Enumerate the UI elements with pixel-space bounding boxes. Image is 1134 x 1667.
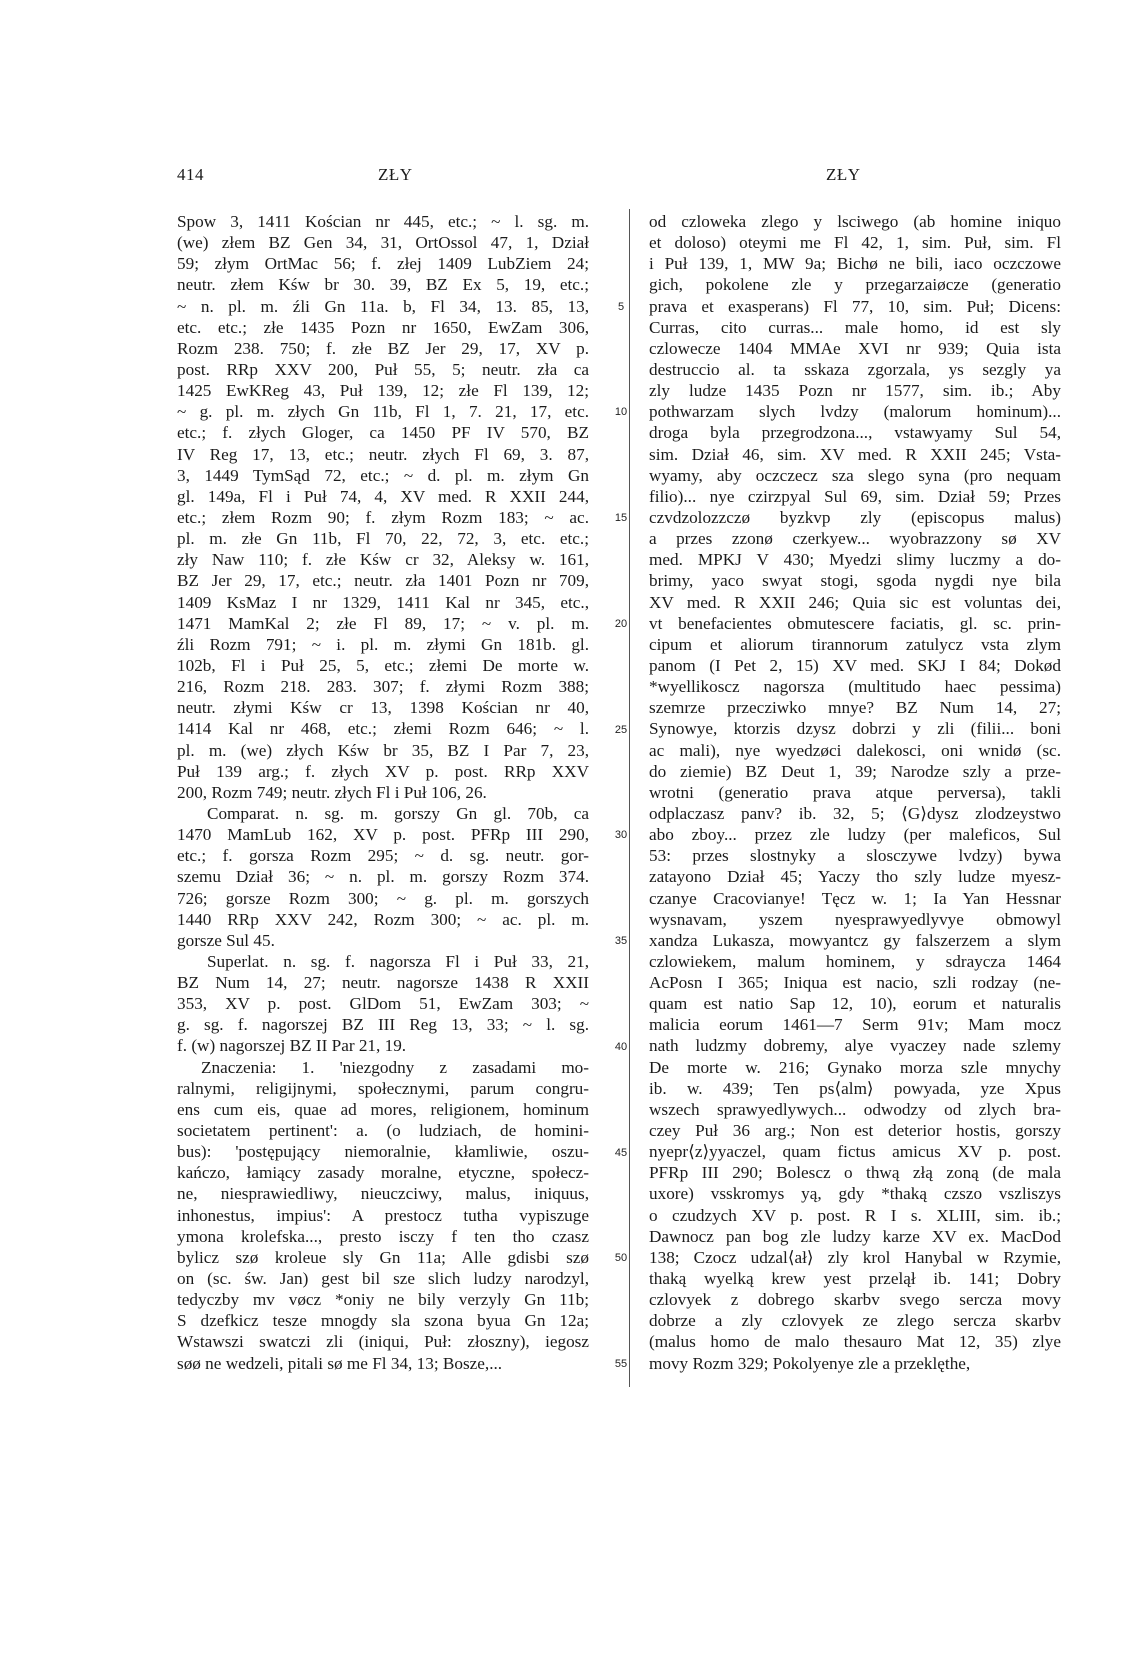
text-line: Wstawszi swatczi zli (iniqui, Puł: złoszny), iegosz — [177, 1332, 589, 1352]
text-line: Synowye, ktorzis dzysz dobrzi y zli (filii... boni — [649, 719, 1061, 739]
text-line: Znaczenia: 1. 'niezgodny z zasadami mo- — [201, 1057, 589, 1077]
text-line: societatem pertinent': a. (o ludziach, de homini- — [177, 1121, 589, 1141]
line-number: 15 — [614, 512, 628, 525]
text-line: ac mali), nye wyedzøci dalekosci, oni wnidø (sc. — [649, 740, 1061, 760]
text-line: gorsze Sul 45. — [177, 930, 275, 950]
text-line: *wyellikoscz nagorsza (multitudo haec pessima) — [649, 677, 1061, 697]
text-line: ralnymi, religijnymi, społecznymi, parum congru- — [177, 1078, 589, 1098]
text-line: uxore) vsskromys yą, gdy *thaką czszo vszliszys — [649, 1184, 1061, 1204]
text-line: i Puł 139, 1, MW 9a; Bichø ne bili, iaco oczczowe — [649, 254, 1061, 274]
line-number: 40 — [614, 1040, 628, 1053]
text-line: 1414 Kal nr 468, etc.; złemi Rozm 646; ~ l. — [177, 719, 589, 739]
text-line: 1425 EwKReg 43, Puł 139, 12; złe Fl 139, 12; — [177, 381, 589, 401]
text-line: panom (I Pet 2, 15) XV med. SKJ I 84; Dokød — [649, 655, 1061, 675]
right-column-text — [649, 211, 1061, 1374]
text-line: zly ludze 1435 Pozn nr 1577, sim. ib.; Aby — [649, 381, 1061, 401]
text-line: ymona krolefska..., presto isczy f ten tho czasz — [177, 1226, 589, 1246]
text-line: etc. etc.; złe 1435 Pozn nr 1650, EwZam 306, — [177, 317, 589, 337]
text-line: filio)... nye czirzpyal Sul 69, sim. Dział 59; Przes — [649, 486, 1061, 506]
text-line: o czudzych XV p. post. R I s. XLIII, sim. ib.; — [649, 1205, 1061, 1225]
text-line: etc.; f. złych Gloger, ca 1450 PF IV 570, BZ — [177, 423, 589, 443]
text-line: czlowiekem, malum hominem, y sdraycza 1464 — [649, 951, 1061, 971]
text-line: 1470 MamLub 162, XV p. post. PFRp III 290, — [177, 825, 589, 845]
text-line: ~ n. pl. m. źli Gn 11a. b, Fl 34, 13. 85, 13, — [177, 296, 589, 316]
running-head-right: ZŁY — [826, 165, 861, 184]
text-line: post. RRp XXV 200, Puł 55, 5; neutr. zła ca — [177, 359, 589, 379]
text-line: Curras, cito curras... male homo, id est sly — [649, 317, 1061, 337]
line-number: 55 — [614, 1358, 628, 1371]
text-line: 102b, Fl i Puł 25, 5, etc.; złemi De morte w. — [177, 655, 589, 675]
text-line: 216, Rozm 218. 283. 307; f. złymi Rozm 388; — [177, 677, 589, 697]
text-line: Rozm 238. 750; f. złe BZ Jer 29, 17, XV p. — [177, 338, 589, 358]
text-line: czlowecze 1404 MMAe XVI nr 939; Quia ista — [649, 338, 1061, 358]
text-line: g. sg. f. nagorszej BZ III Reg 13, 33; ~ l. sg. — [177, 1015, 589, 1035]
text-line: Dawnocz pan bog zle ludzy karze XV ex. MacDod — [649, 1226, 1061, 1246]
text-line: prava et exasperans) Fl 77, 10, sim. Puł; Dicens: — [649, 296, 1061, 316]
text-line: thaką wyelką krew yest przelął ib. 141; Dobry — [649, 1269, 1061, 1289]
text-line: nyepr⟨z⟩yyaczel, quam fictus amicus XV p. post. — [649, 1142, 1061, 1162]
left-column-text — [177, 211, 589, 1374]
text-line: (we) złem BZ Gen 34, 31, OrtOssol 47, 1, Dział — [177, 233, 589, 253]
text-line: 138; Czocz udzal⟨ał⟩ zly krol Hanybal w Rzymie, — [649, 1247, 1061, 1267]
text-line: 726; gorsze Rozm 300; ~ g. pl. m. gorszych — [177, 888, 589, 908]
text-line: neutr. złymi Kśw cr 13, 1398 Kościan nr 40, — [177, 698, 589, 718]
text-line: sim. Dział 46, sim. XV med. R XXII 245; Vsta- — [649, 444, 1061, 464]
text-line: abo zboy... przez zle ludzy (per maleficos, Sul — [649, 825, 1061, 845]
text-line: czvdzolozzczø byzkvp zly (episcopus malus) — [649, 507, 1061, 527]
text-line: xandza Lukasza, mowyantcz gy falszerzem a slym — [649, 930, 1061, 950]
text-line: et doloso) oteymi me Fl 42, 1, sim. Puł, sim. Fl — [649, 233, 1061, 253]
text-line: on (sc. św. Jan) gest bil sze slich ludzy narodzyl, — [177, 1269, 589, 1289]
text-line: 1471 MamKal 2; złe Fl 89, 17; ~ v. pl. m. — [177, 613, 589, 633]
text-line: 59; złym OrtMac 56; f. złej 1409 LubZiem 24; — [177, 254, 589, 274]
text-line: nath ludzmy dobremy, alye vyaczey nade szlemy — [649, 1036, 1061, 1056]
text-line: szemu Dział 36; ~ n. pl. m. gorszy Rozm 374. — [177, 867, 589, 887]
text-line: 1409 KsMaz I nr 1329, 1411 Kal nr 345, etc., — [177, 592, 589, 612]
text-line: bylicz szø kroleue sly Gn 11a; Alle gdisbi szø — [177, 1247, 589, 1267]
text-line: cipum et aliorum tirannorum zatulycz vsta zlym — [649, 634, 1061, 654]
text-line: movy Rozm 329; Pokolyenye zle a przeklęthe, — [649, 1353, 971, 1373]
text-line: odplaczasz panv? ib. 32, 5; ⟨G⟩dysz zlodzeystwo — [649, 803, 1061, 823]
text-line: Puł 139 arg.; f. złych XV p. post. RRp XXV — [177, 761, 589, 781]
text-line: brimy, yaco swyat stogi, sgoda nygdi nye bila — [649, 571, 1061, 591]
page-number: 414 — [177, 165, 204, 184]
line-number: 5 — [617, 300, 625, 313]
line-number: 20 — [614, 617, 628, 630]
text-line: etc.; f. gorsza Rozm 295; ~ d. sg. neutr. gor- — [177, 846, 589, 866]
line-number: 30 — [614, 829, 628, 842]
text-line: Comparat. n. sg. m. gorszy Gn gl. 70b, ca — [207, 803, 589, 823]
text-line: inhonestus, impius': A prestocz tutha vypiszuge — [177, 1205, 589, 1225]
text-line: pl. m. złe Gn 11b, Fl 70, 22, 72, 3, etc. etc.; — [177, 529, 589, 549]
line-number: 35 — [614, 935, 628, 948]
text-line: ~ g. pl. m. złych Gn 11b, Fl 1, 7. 21, 17, etc. — [177, 402, 589, 422]
line-number: 50 — [614, 1252, 628, 1265]
text-line: De morte w. 216; Gynako morza szle mnychy — [649, 1057, 1061, 1077]
text-line: Superlat. n. sg. f. nagorsza Fl i Puł 33, 21, — [207, 951, 589, 971]
text-line: bus): 'postępujący niemoralnie, kłamliwie, oszu- — [177, 1142, 589, 1162]
line-number: 45 — [614, 1146, 628, 1159]
text-line: 353, XV p. post. GlDom 51, EwZam 303; ~ — [177, 994, 589, 1014]
text-line: 53: przes slostnyky a slosczywe lvdzy) bywa — [649, 846, 1061, 866]
text-line: søø ne wedzeli, pitali sø me Fl 34, 13; Bosze,... — [177, 1353, 503, 1373]
text-line: quam est natio Sap 12, 10), eorum et naturalis — [649, 994, 1061, 1014]
text-line: zatayono Dział 45; Yaczy tho szly ludze myesz- — [649, 867, 1061, 887]
text-line: 3, 1449 TymSąd 72, etc.; ~ d. pl. m. złym Gn — [177, 465, 589, 485]
text-line: czey Puł 36 arg.; Non est deterior hostis, gorszy — [649, 1121, 1061, 1141]
text-line: ib. w. 439; Ten ps⟨alm⟩ powyada, yze Xpus — [649, 1078, 1061, 1098]
text-line: dobrze a zly czlovyek ze zlego sercza skarbv — [649, 1311, 1061, 1331]
text-line: BZ Jer 29, 17, etc.; neutr. zła 1401 Pozn nr 709, — [177, 571, 589, 591]
text-line: 200, Rozm 749; neutr. złych Fl i Puł 106, 26. — [177, 782, 487, 802]
text-line: a przes zzonø czerkyew... wyobrazzony sø XV — [649, 529, 1061, 549]
text-line: Spow 3, 1411 Kościan nr 445, etc.; ~ l. sg. m. — [177, 212, 589, 231]
text-line: droga byla przegrodzona..., vstawyamy Sul 54, — [649, 423, 1061, 443]
text-line: f. (w) nagorszej BZ II Par 21, 19. — [177, 1036, 407, 1056]
text-line: BZ Num 14, 27; neutr. nagorsze 1438 R XXII — [177, 973, 589, 993]
column-divider — [629, 209, 630, 1387]
text-line: AcPosn I 365; Iniqua est nacio, szli rodzay (ne- — [649, 973, 1061, 993]
text-line: czlovyek z dobrego skarbv svego sercza movy — [649, 1290, 1061, 1310]
text-line: ne, niesprawiedliwy, nieuczciwy, malus, iniquus, — [177, 1184, 589, 1204]
text-line: 1440 RRp XXV 242, Rozm 300; ~ ac. pl. m. — [177, 909, 589, 929]
text-line: kańczo, łamiący zasady moralne, etyczne, społecz- — [177, 1163, 589, 1183]
text-line: etc.; złem Rozm 90; f. złym Rozm 183; ~ ac. — [177, 507, 589, 527]
text-line: wrotni (generatio prava atque perversa), takli — [649, 782, 1061, 802]
text-line: zły Naw 110; f. złe Kśw cr 32, Aleksy w. 161, — [177, 550, 589, 570]
text-line: med. MPKJ V 430; Myedzi slimy luczmy a do- — [649, 550, 1061, 570]
text-line: wszech sprawyedlywych... odwodzy od zlych bra- — [649, 1099, 1061, 1119]
text-line: wyamy, aby oczczecz sza slego syna (pro nequam — [649, 465, 1061, 485]
text-line: tedyczby mv vøcz *oniy ne bily verzyly Gn 11b; — [177, 1290, 589, 1310]
text-line: vt benefacientes obmutescere faciatis, gl. sc. prin- — [649, 613, 1061, 633]
text-line: do ziemie) BZ Deut 1, 39; Narodze szly a prze- — [649, 761, 1061, 781]
text-line: źli Rozm 791; ~ i. pl. m. złymi Gn 181b. gl. — [177, 634, 589, 654]
text-line: neutr. złem Kśw br 30. 39, BZ Ex 5, 19, etc.; — [177, 275, 589, 295]
text-line: S dzefkicz tesze mnogdy sla szona byua Gn 12a; — [177, 1311, 589, 1331]
text-line: gl. 149a, Fl i Puł 74, 4, XV med. R XXII 244, — [177, 486, 589, 506]
text-line: wysnavam, yszem nyesprawyedlyvye obmowyl — [649, 909, 1061, 929]
text-line: malicia eorum 1461—7 Serm 91v; Mam mocz — [649, 1015, 1061, 1035]
line-number: 10 — [614, 406, 628, 419]
text-line: szemrze przecziwko mnye? BZ Num 14, 27; — [649, 698, 1061, 718]
text-line: (malus homo de malo thesauro Mat 12, 35) zlye — [649, 1332, 1061, 1352]
text-line: XV med. R XXII 246; Quia sic est voluntas dei, — [649, 592, 1061, 612]
text-line: destruccio al. ta sskaza zgorzala, ys sezgly ya — [649, 359, 1061, 379]
text-line: IV Reg 17, 13, etc.; neutr. złych Fl 69, 3. 87, — [177, 444, 589, 464]
text-line: gich, pokolene zle y przegarzaiøcze (generatio — [649, 275, 1061, 295]
text-line: ens cum eis, quae ad mores, religionem, hominum — [177, 1099, 589, 1119]
line-number: 25 — [614, 723, 628, 736]
text-line: czanye Cracovianye! Tęcz w. 1; Ia Yan Hessnar — [649, 888, 1061, 908]
text-line: od czloweka zlego y lsciwego (ab homine iniquo — [649, 212, 1061, 231]
text-line: pothwarzam slych lvdzy (malorum hominum)... — [649, 402, 1061, 422]
text-line: pl. m. (we) złych Kśw br 35, BZ I Par 7, 23, — [177, 740, 589, 760]
text-line: PFRp III 290; Bolescz o thwą złą zoną (de mala — [649, 1163, 1061, 1183]
running-head-left: ZŁY — [378, 165, 413, 184]
